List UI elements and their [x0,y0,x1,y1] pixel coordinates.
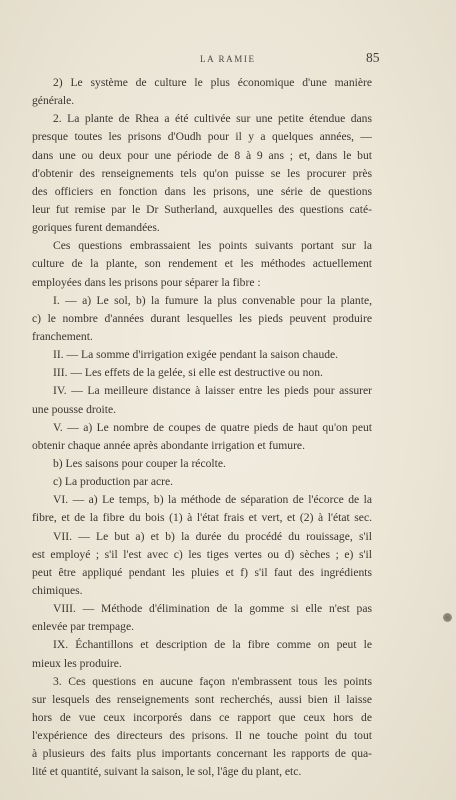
running-head: LA RAMIE [200,54,256,64]
text-line: IV. — La meilleure distance à laisser entre les pieds pour assurer [53,384,372,398]
text-line: chimiques. [32,583,83,597]
text-line: peut être appliqué pendant les pluies et f) s'il faut des ingrédients [32,565,372,579]
text-line: obtenir chaque année après abondante irrigation et fumure. [32,438,305,452]
text-line: 2. La plante de Rhea a été cultivée sur une petite étendue dans [53,112,372,126]
text-line: est employé ; s'il l'est avec c) les tiges vertes ou d) sèches ; e) s'il [32,547,372,561]
text-line: VIII. — Méthode d'élimination de la gomme si elle n'est pas [53,602,372,616]
text-line: une pousse droite. [32,402,117,416]
text-line: dans une ou deux pour une période de 8 à 9 ans ; et, dans le but [32,148,372,162]
text-line: enlevée par trempage. [32,620,135,634]
text-line: 2) Le système de culture le plus économique d'une manière [53,76,372,89]
text-line: employées dans les prisons pour séparer la fibre : [32,275,261,289]
text-line: culture de la plante, son rendement et les méthodes actuellement [32,257,372,271]
page-number: 85 [366,50,380,65]
text-line: franchement. [32,329,93,343]
text-line: II. — La somme d'irrigation exigée pendant la saison chaude. [53,348,339,362]
text-line: générale. [32,94,75,108]
text-line: VI. — a) Le temps, b) la méthode de séparation de l'écorce de la [53,493,372,507]
text-line: fibre, et de la fibre du bois (1) à l'état frais et vert, et (2) à l'état sec. [32,511,372,525]
text-line: V. — a) Le nombre de coupes de quatre pieds de haut qu'on peut [53,420,372,434]
text-line: III. — Les effets de la gelée, si elle est destructive ou non. [53,366,323,380]
text-line: presque toutes les prisons d'Oudh pour il y a quelques années, — [32,130,372,144]
text-line: c) le nombre d'années durant lesquelles les pieds peuvent produire [32,311,372,325]
text-line: leur fut remise par le Dr Sutherland, auxquelles des questions caté- [32,202,372,216]
text-line: à plusieurs des faits plus importants concernant les rapports de qua- [32,747,372,761]
text-line: IX. Échantillons et description de la fibre comme on peut le [53,638,372,652]
text-line: c) La production par acre. [53,475,174,489]
text-line: mieux les produire. [32,656,122,670]
text-line: hors de vue ceux incorporés dans ce rapport que ceux hors de [32,710,372,724]
text-line: 3. Ces questions en aucune façon n'embrassent tous les points [53,674,372,688]
text-line: I. — a) Le sol, b) la fumure la plus convenable pour la plante, [53,293,372,307]
text-line: b) Les saisons pour couper la récolte. [53,456,226,470]
text-line: d'obtenir des renseignements tels qu'on puisse se les procurer près [32,166,372,180]
text-line: lité et quantité, suivant la saison, le sol, l'âge du plant, etc. [32,765,302,779]
text-line: VII. — Le but a) et b) la durée du procédé du rouissage, s'il [53,529,372,543]
text-line: Ces questions embrassaient les points suivants portant sur la [53,239,372,253]
paper-blemish [443,613,452,622]
text-line: des officiers en fonction dans les prisons, une série de questions [32,184,372,198]
text-line: l'expérience des directeurs des prisons. Il ne touche point du tout [32,729,372,743]
text-line: goriques furent demandées. [32,221,160,235]
text-line: sur lesquels des renseignements sont recherchés, aussi bien il laisse [32,692,372,706]
body-text [32,74,372,781]
